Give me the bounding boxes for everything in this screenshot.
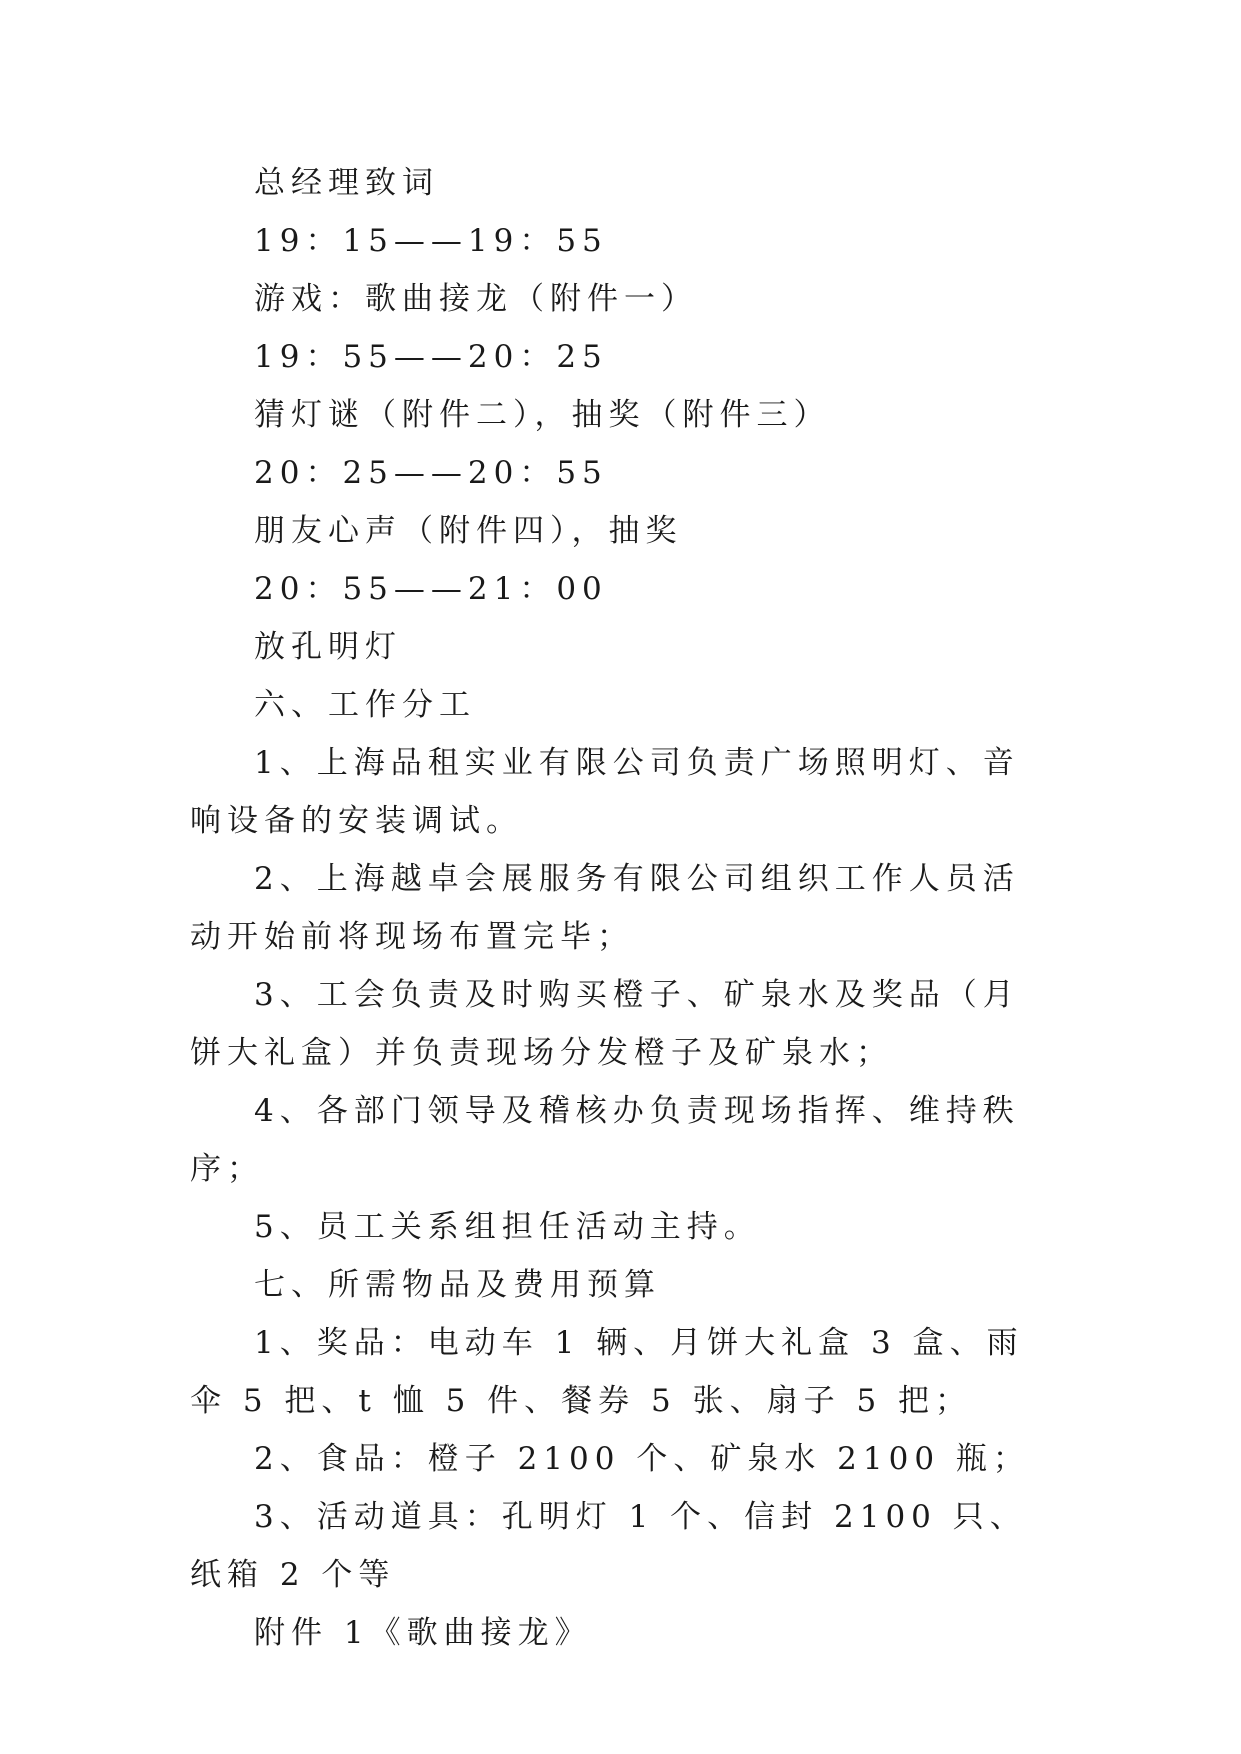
schedule-time: 20：25——20：55 xyxy=(254,455,608,491)
schedule-item-riddles: 猜灯谜（附件二），抽奖（附件三） xyxy=(254,397,831,433)
appendix-title: 附件 1《歌曲接龙》 xyxy=(254,1615,592,1651)
work-division-item: 3、工会负责及时购买橙子、矿泉水及奖品（月饼大礼盒）并负责现场分发橙子及矿泉水； xyxy=(190,977,1020,1071)
schedule-time: 20：55——21：00 xyxy=(254,571,608,607)
document-body xyxy=(190,154,1050,1662)
supplies-item: 1、奖品：电动车 1 辆、月饼大礼盒 3 盒、雨伞 5 把、t 恤 5 件、餐券 5 张、扇子 5 把； xyxy=(190,1325,1024,1419)
supplies-item: 2、食品：橙子 2100 个、矿泉水 2100 瓶； xyxy=(254,1441,1030,1477)
section-heading-work-division: 六、工作分工 xyxy=(254,687,476,723)
work-division-item: 4、各部门领导及稽核办负责现场指挥、维持秩序； xyxy=(190,1093,1020,1187)
schedule-time: 19：15——19：55 xyxy=(254,223,608,259)
schedule-item-game: 游戏：歌曲接龙（附件一） xyxy=(254,281,698,317)
work-division-item: 1、上海品租实业有限公司负责广场照明灯、音响设备的安装调试。 xyxy=(190,745,1020,839)
schedule-item-friends: 朋友心声（附件四），抽奖 xyxy=(254,513,683,549)
work-division-item: 5、员工关系组担任活动主持。 xyxy=(254,1209,761,1245)
schedule-item-lanterns: 放孔明灯 xyxy=(254,629,402,665)
schedule-item-speech: 总经理致词 xyxy=(254,165,439,201)
schedule-time: 19：55——20：25 xyxy=(254,339,608,375)
work-division-item: 2、上海越卓会展服务有限公司组织工作人员活动开始前将现场布置完毕； xyxy=(190,861,1020,955)
section-heading-supplies: 七、所需物品及费用预算 xyxy=(254,1267,661,1303)
supplies-item: 3、活动道具：孔明灯 1 个、信封 2100 只、纸箱 2 个等 xyxy=(190,1499,1027,1593)
